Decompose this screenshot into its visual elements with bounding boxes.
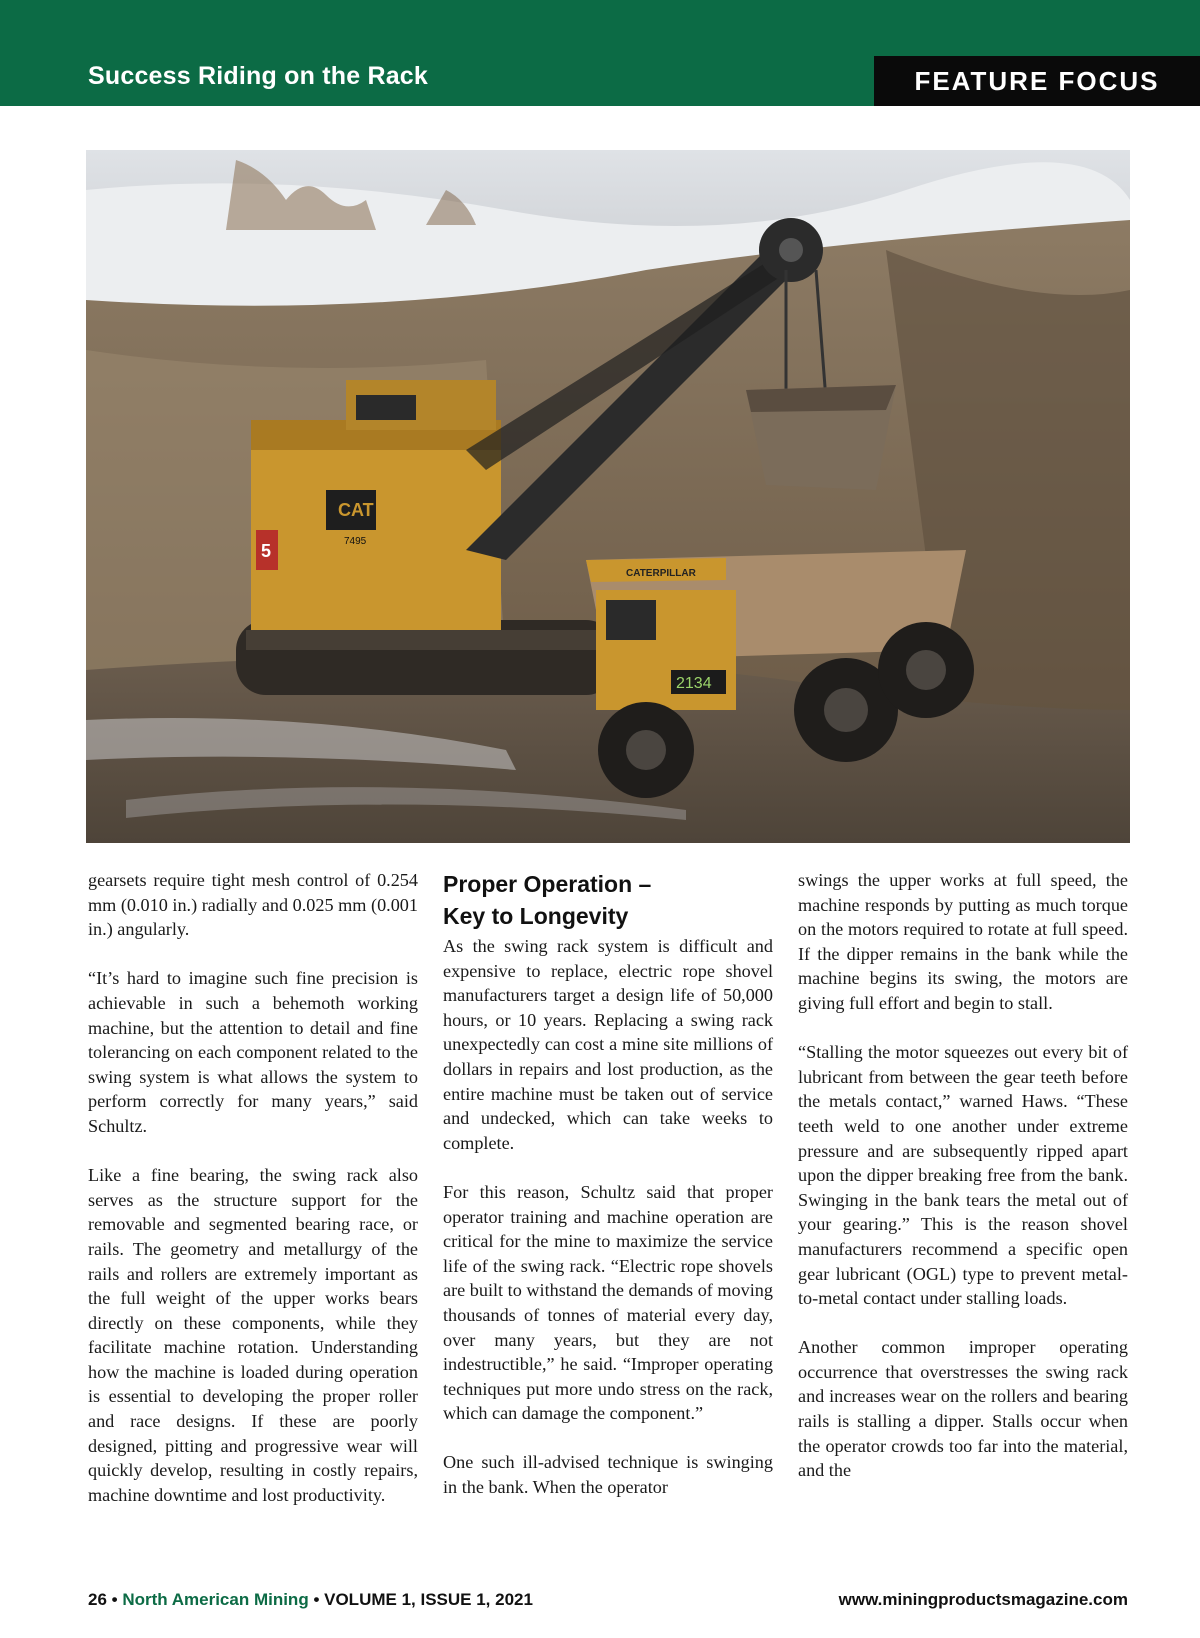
paragraph: For this reason, Schultz said that proper operator training and machine operation are critical for the mine to maximize the service life of the swing rack. “Electric rope shovels are built to withstand the demands of moving thousands of tonnes of material every day, over many years, but they are not indestructible,” he said. “Improper operating techniques put more undo stress on the rack, which can damage the component.” (443, 1181, 773, 1424)
truck-brand-label: CATERPILLAR (626, 568, 696, 579)
section-heading-line-1: Proper Operation – (443, 871, 652, 897)
website-link[interactable]: www.miningproductsmagazine.com (838, 1590, 1128, 1609)
page-header (0, 0, 1200, 106)
footer-separator: • (106, 1590, 123, 1609)
section-label: FEATURE FOCUS (914, 65, 1160, 96)
text-column-3 (798, 868, 1128, 1507)
mining-shovel-photo (86, 150, 1130, 843)
shovel-unit-number: 5 (261, 541, 272, 561)
page-number: 26 (88, 1590, 107, 1609)
shovel-cat-badge: CAT (338, 500, 374, 520)
paragraph: “It’s hard to imagine such fine precision is achievable in such a behemoth working machine, but the attention to detail and fine tolerancing on each component related to the swing system is what allows the system to perform correctly for many years,” said Schultz. (88, 968, 418, 1136)
issue-label: VOLUME 1, ISSUE 1, 2021 (324, 1590, 533, 1609)
footer-citation (88, 1590, 533, 1610)
paragraph: As the swing rack system is difficult and expensive to replace, electric rope shovel manufacturers target a design life of 50,000 hours, or 10 years. Replacing a swing rack unexpectedly can cost a mine site millions of dollars in repairs and lost production, as the entire machine must be taken out of service and undecked, which can take weeks to complete. (443, 936, 773, 1153)
paragraph: “Stalling the motor squeezes out every bit of lubricant from between the gear teeth before the metals contact,” warned Haws. “These teeth weld to one another under extreme pressure and are subsequently ripped apart upon the dipper breaking free from the bank. Swinging in the bank tears the metal out of your gearing.” This is the reason shovel manufacturers recommend a specific open gear lubricant (OGL) type to prevent metal-to-metal contact under stalling loads. (798, 1042, 1128, 1309)
paragraph: One such ill-advised technique is swinging in the bank. When the operator (443, 1452, 773, 1498)
section-heading (443, 868, 773, 932)
page-footer (88, 1590, 1128, 1618)
publication-name: North American Mining (122, 1590, 309, 1609)
footer-separator: • (308, 1590, 325, 1609)
paragraph: swings the upper works at full speed, the machine responds by putting as much torque on the motors required to rotate at full speed. If the dipper remains in the bank while the machine begins its swing, the motors are giving full effort and begin to stall. (798, 870, 1128, 1013)
text-column-1 (88, 868, 418, 1532)
text-column-2 (443, 868, 773, 1524)
section-badge (874, 56, 1200, 106)
shovel-model-label: 7495 (344, 536, 367, 547)
paragraph: Like a fine bearing, the swing rack also serves as the structure support for the removable and segmented bearing race, or rails. The geometry and metallurgy of the rails and rollers are extremely important as the full weight of the upper works bears directly on these components, while they facilitate machine rotation. Understanding how the machine is loaded during operation is essential to developing the proper roller and race designs. If these are poorly designed, pitting and progressive wear will quickly develop, resulting in costly repairs, machine downtime and lost productivity. (88, 1165, 418, 1505)
section-heading-line-2: Key to Longevity (443, 903, 629, 929)
article-title: Success Riding on the Rack (88, 62, 429, 90)
truck-number-display: 2134 (676, 675, 712, 692)
paragraph: Another common improper operating occurrence that overstresses the swing rack and increases wear on the rollers and bearing rails is stalling a dipper. Stalls occur when the operator crowds too far into the material, and the (798, 1337, 1128, 1481)
paragraph: gearsets require tight mesh control of 0.254 mm (0.010 in.) radially and 0.025 mm (0.001 in.) angularly. (88, 870, 418, 940)
